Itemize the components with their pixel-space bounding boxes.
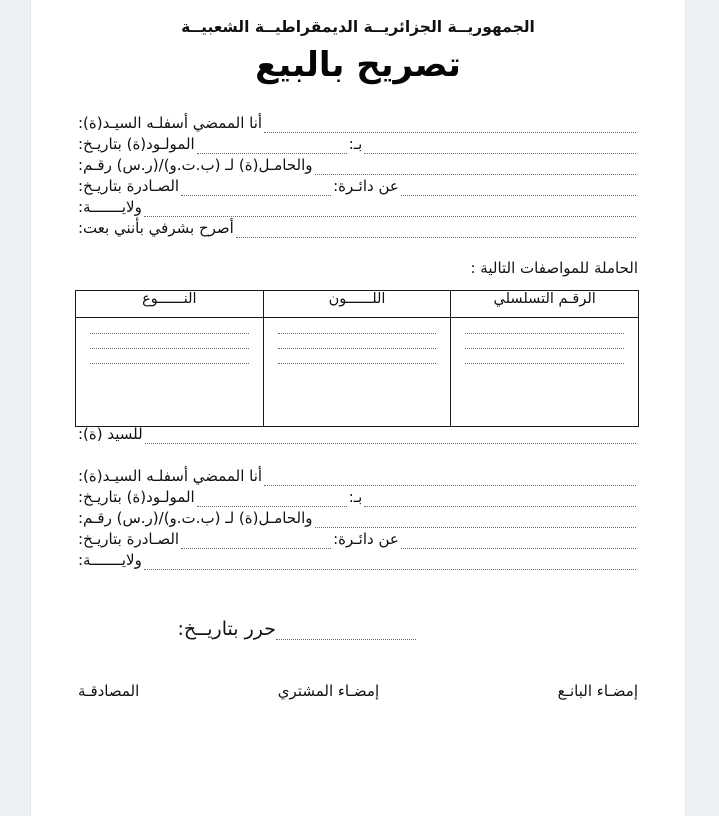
signature-certification-label: المصادقـة xyxy=(78,682,140,700)
buyer-idcard-row xyxy=(78,508,638,528)
seller-birth-row xyxy=(78,134,638,154)
color-fill-line[interactable] xyxy=(278,362,437,364)
seller-declaration-label: أصرح بشرفي بأنني بعت: xyxy=(78,219,234,237)
color-fill-line[interactable] xyxy=(278,332,437,334)
date-written-row xyxy=(31,618,685,640)
seller-birthdate-label: المولـود(ة) بتاريـخ: xyxy=(78,135,195,153)
color-fill-line[interactable] xyxy=(278,347,437,349)
serial-fill-line[interactable] xyxy=(465,362,624,364)
serial-fill-lines xyxy=(465,332,624,364)
seller-undersigned-row xyxy=(78,113,638,133)
table-header-color: اللــــــون xyxy=(263,291,451,318)
document-title: تصريح بالبيع xyxy=(255,45,461,85)
type-fill-line[interactable] xyxy=(90,332,249,334)
buyer-wilaya-label: ولايـــــــة: xyxy=(78,551,142,569)
buyer-undersigned-label: أنا الممضي أسفلـه السيـد(ة): xyxy=(78,467,263,485)
table-header-row xyxy=(76,291,639,318)
specification-table xyxy=(75,290,639,427)
seller-undersigned-fill[interactable] xyxy=(264,119,636,133)
buyer-wilaya-row xyxy=(78,550,638,570)
seller-issuedate-fill[interactable] xyxy=(181,182,331,196)
seller-idcard-fill[interactable] xyxy=(315,161,636,175)
seller-birthdate-fill[interactable] xyxy=(197,140,347,154)
seller-daira-fill[interactable] xyxy=(401,182,636,196)
republic-header: الجمهوريــة الجزائريــة الديمقراطيــة الشعبيــة xyxy=(181,18,535,36)
table-header-serial: الرقـم التسلسلي xyxy=(451,291,639,318)
seller-wilaya-label: ولايـــــــة: xyxy=(78,198,142,216)
buyer-idcard-label: والحامـل(ة) لـ (ب.ت.و)/(ر.س) رقـم: xyxy=(78,509,313,527)
seller-daira-label: عن دائـرة: xyxy=(333,177,399,195)
seller-identity-block xyxy=(78,113,638,239)
buyer-undersigned-row xyxy=(78,466,638,486)
serial-fill-line[interactable] xyxy=(465,332,624,334)
table-row xyxy=(76,318,639,427)
table-cell-type[interactable] xyxy=(76,318,264,427)
type-fill-line[interactable] xyxy=(90,347,249,349)
date-written-label: حرر بتاريــخ: xyxy=(177,618,276,640)
buyer-daira-label: عن دائـرة: xyxy=(333,530,399,548)
seller-issuedate-label: الصـادرة بتاريـخ: xyxy=(78,177,180,195)
seller-birthplace-fill[interactable] xyxy=(364,140,636,154)
buyer-identity-block xyxy=(78,466,638,571)
buyer-birthdate-fill[interactable] xyxy=(197,493,347,507)
seller-wilaya-fill[interactable] xyxy=(144,203,636,217)
table-cell-color[interactable] xyxy=(263,318,451,427)
seller-idcard-row xyxy=(78,155,638,175)
buyer-recipient-row xyxy=(78,424,638,444)
buyer-issue-row xyxy=(78,529,638,549)
buyer-undersigned-fill[interactable] xyxy=(264,472,636,486)
signature-seller-label: إمضـاء البانـع xyxy=(557,682,638,700)
seller-wilaya-row xyxy=(78,197,638,217)
buyer-birth-row xyxy=(78,487,638,507)
seller-birthplace-label: بـ: xyxy=(348,135,363,153)
signature-buyer-label: إمضـاء المشتري xyxy=(277,682,380,700)
document-content xyxy=(31,0,685,816)
seller-issue-row xyxy=(78,176,638,196)
specs-statement: الحاملة للمواصفات التالية : xyxy=(470,259,638,277)
buyer-recipient-label: للسيد (ة): xyxy=(78,425,143,443)
signature-row xyxy=(78,682,638,700)
buyer-idcard-fill[interactable] xyxy=(315,514,636,528)
serial-fill-line[interactable] xyxy=(465,347,624,349)
buyer-birthplace-label: بـ: xyxy=(348,488,363,506)
date-written-fill[interactable] xyxy=(276,625,416,640)
seller-undersigned-label: أنا الممضي أسفلـه السيـد(ة): xyxy=(78,114,263,132)
buyer-recipient-block xyxy=(78,424,638,445)
seller-declaration-row xyxy=(78,218,638,238)
buyer-issuedate-fill[interactable] xyxy=(181,535,331,549)
color-fill-lines xyxy=(278,332,437,364)
seller-idcard-label: والحامـل(ة) لـ (ب.ت.و)/(ر.س) رقـم: xyxy=(78,156,313,174)
buyer-birthdate-label: المولـود(ة) بتاريـخ: xyxy=(78,488,195,506)
table-header-type: النــــــوع xyxy=(76,291,264,318)
buyer-issuedate-label: الصـادرة بتاريـخ: xyxy=(78,530,180,548)
type-fill-line[interactable] xyxy=(90,362,249,364)
document-page xyxy=(31,0,685,816)
buyer-wilaya-fill[interactable] xyxy=(144,556,636,570)
type-fill-lines xyxy=(90,332,249,364)
buyer-daira-fill[interactable] xyxy=(401,535,636,549)
buyer-recipient-fill[interactable] xyxy=(145,430,636,444)
buyer-birthplace-fill[interactable] xyxy=(364,493,636,507)
seller-declaration-fill[interactable] xyxy=(236,224,636,238)
table-cell-serial[interactable] xyxy=(451,318,639,427)
